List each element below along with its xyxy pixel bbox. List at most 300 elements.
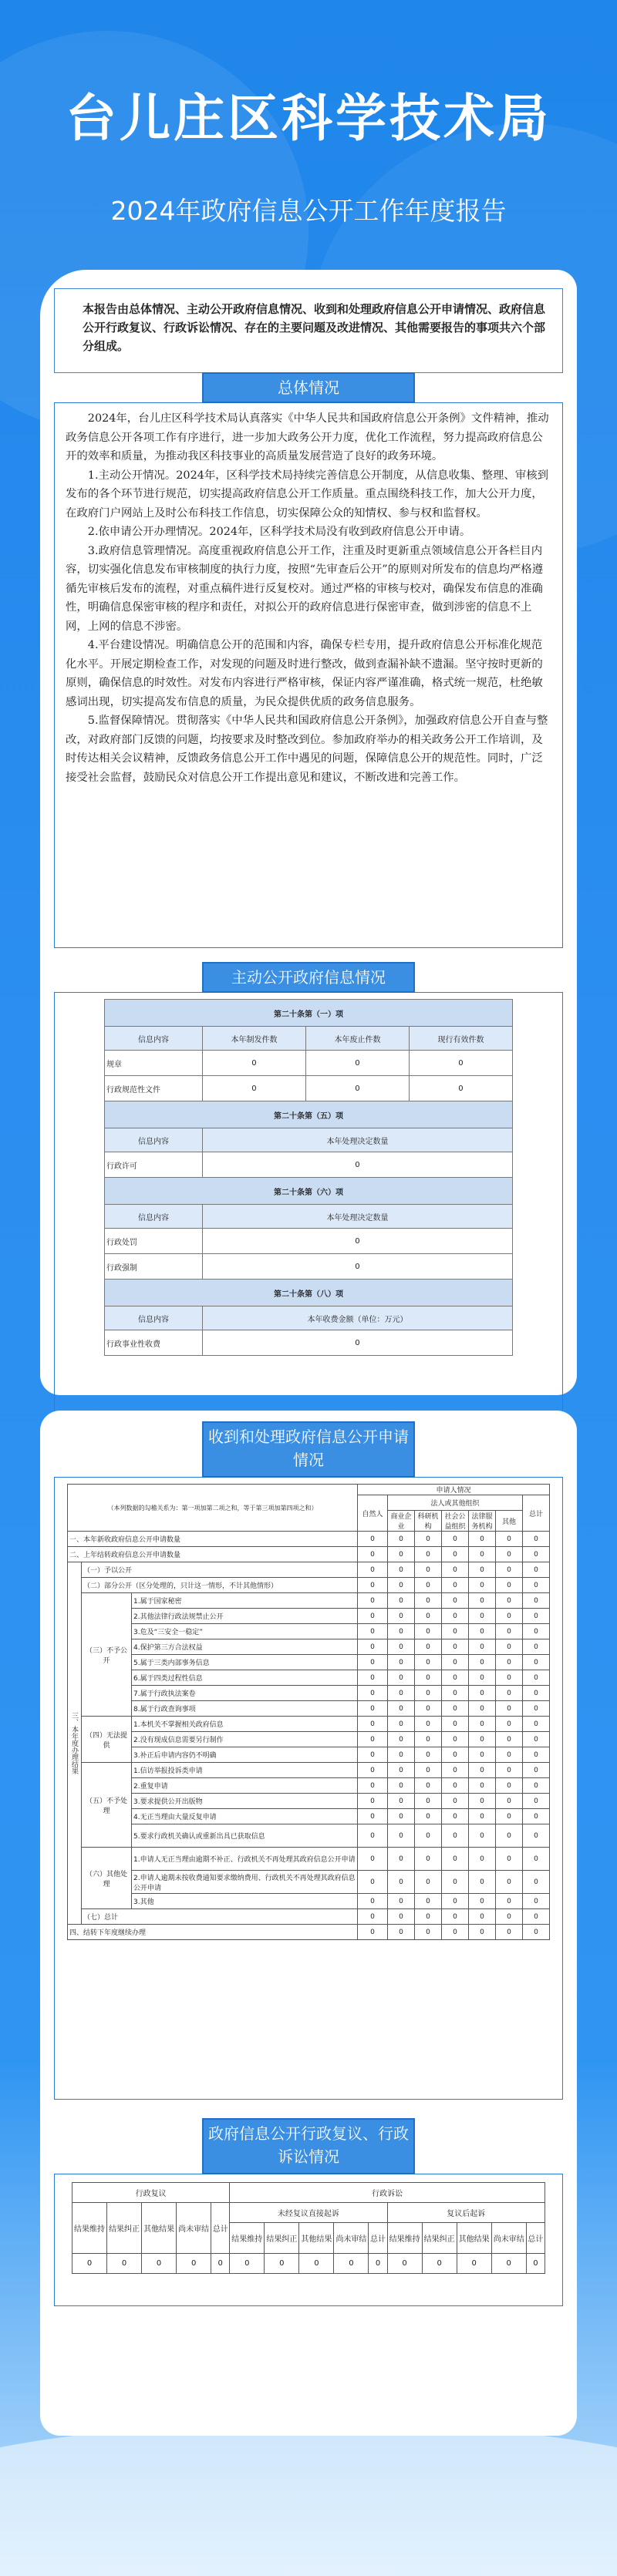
col-header: 总计 xyxy=(369,2223,387,2254)
table-section: 第二十条第（八）项 xyxy=(105,1280,513,1306)
cell: 0 xyxy=(305,1051,409,1076)
cell: 0 xyxy=(358,1871,388,1894)
cell: 0 xyxy=(415,1578,442,1593)
cell: 0 xyxy=(496,1732,523,1747)
cell: 0 xyxy=(388,1778,415,1794)
col-header: 其他结果 xyxy=(142,2203,177,2254)
cell: 0 xyxy=(442,1925,469,1940)
requests-table xyxy=(67,1484,550,1940)
table-row xyxy=(68,1624,550,1639)
col-header: 尚未审结 xyxy=(491,2223,526,2254)
cell: 0 xyxy=(442,1609,469,1624)
cell: 0 xyxy=(469,1701,496,1717)
row-label: 行政强制 xyxy=(105,1254,203,1280)
cell: 0 xyxy=(142,2254,177,2274)
side-label: 三、本年度办理结果 xyxy=(68,1562,82,1925)
table-row xyxy=(68,1763,550,1778)
cell: 0 xyxy=(523,1794,550,1809)
cell: 0 xyxy=(523,1562,550,1578)
cell: 0 xyxy=(415,1717,442,1732)
cell: 0 xyxy=(415,1562,442,1578)
cell: 0 xyxy=(305,1076,409,1101)
cell: 0 xyxy=(523,1532,550,1547)
review-table xyxy=(72,2182,545,2274)
cell: 0 xyxy=(496,1909,523,1925)
table-row xyxy=(68,1794,550,1809)
cell: 0 xyxy=(415,1532,442,1547)
col-header: 结果维持 xyxy=(72,2203,107,2254)
report-panel-1 xyxy=(40,270,577,1395)
row-label: 1.申请人无正当理由逾期不补正、行政机关不再处理其政府信息公开申请 xyxy=(132,1848,358,1871)
cell: 0 xyxy=(388,1670,415,1686)
col-header: 信息内容 xyxy=(105,1128,203,1152)
active-disclosure-box xyxy=(54,992,563,1425)
cell: 0 xyxy=(358,1824,388,1848)
col-header: 信息内容 xyxy=(105,1027,203,1051)
cell: 0 xyxy=(457,2254,491,2274)
table-row xyxy=(68,1778,550,1794)
cell: 0 xyxy=(202,1330,512,1356)
table-section: 第二十条第（五）项 xyxy=(105,1101,513,1128)
row-label: 5.要求行政机关确认或重新出具已获取信息 xyxy=(132,1824,358,1848)
review-box xyxy=(54,2174,563,2306)
table-row xyxy=(68,1848,550,1871)
col-header: 结果纠正 xyxy=(422,2223,457,2254)
intro-text: 本报告由总体情况、主动公开政府信息情况、收到和处理政府信息公开申请情况、政府信息公开行政复议、行政诉讼情况、存在的主要问题及改进情况、其他需要报告的事项共六个部分组成。 xyxy=(83,302,546,353)
cell: 0 xyxy=(358,1925,388,1940)
cell: 0 xyxy=(415,1609,442,1624)
cell: 0 xyxy=(415,1871,442,1894)
cell: 0 xyxy=(299,2254,334,2274)
cell: 0 xyxy=(469,1562,496,1578)
table-row xyxy=(68,1593,550,1609)
cell: 0 xyxy=(496,1562,523,1578)
cell: 0 xyxy=(388,1909,415,1925)
cell: 0 xyxy=(442,1747,469,1763)
cell: 0 xyxy=(358,1894,388,1909)
cell: 0 xyxy=(496,1824,523,1848)
cell: 0 xyxy=(388,1824,415,1848)
cell: 0 xyxy=(496,1925,523,1940)
table-row xyxy=(68,1871,550,1894)
cell: 0 xyxy=(442,1848,469,1871)
cell: 0 xyxy=(469,1871,496,1894)
intro-box xyxy=(54,288,563,373)
col-header: 社会公益组织 xyxy=(442,1511,469,1532)
row-label: 1.本机关不掌握相关政府信息 xyxy=(132,1717,358,1732)
col-header: 其他结果 xyxy=(299,2223,334,2254)
row-label: （五）不予处理 xyxy=(82,1763,132,1848)
row-label: 二、上年结转政府信息公开申请数量 xyxy=(68,1547,358,1562)
cell: 0 xyxy=(469,1670,496,1686)
paragraph: 2024年，台儿庄区科学技术局认真落实《中华人民共和国政府信息公开条例》文件精神，推动政务信息公开各项工作有序进行，进一步加大政务公开力度，优化工作流程，努力提高政府信息公开的效率和质量，为推动我区科技事业的高质量发展营造了良好的政务环境。 xyxy=(66,412,549,462)
col-header: 复议后起诉 xyxy=(387,2203,545,2223)
col-header: 本年处理决定数量 xyxy=(202,1205,512,1229)
cell: 0 xyxy=(211,2254,230,2274)
cell: 0 xyxy=(496,1763,523,1778)
cell: 0 xyxy=(442,1562,469,1578)
col-header: 尚未审结 xyxy=(177,2203,211,2254)
cell: 0 xyxy=(469,1809,496,1824)
page-subtitle: 2024年政府信息公开工作年度报告 xyxy=(110,196,507,226)
cell: 0 xyxy=(442,1824,469,1848)
cell: 0 xyxy=(442,1593,469,1609)
row-label: 1.信访举报投诉类申请 xyxy=(132,1763,358,1778)
cell: 0 xyxy=(469,1593,496,1609)
cell: 0 xyxy=(415,1686,442,1701)
cell: 0 xyxy=(388,1732,415,1747)
cell: 0 xyxy=(523,1778,550,1794)
cell: 0 xyxy=(388,1562,415,1578)
section-header-overall: 总体情况 xyxy=(202,372,415,403)
cell: 0 xyxy=(442,1547,469,1562)
row-label: 1.属于国家秘密 xyxy=(132,1593,358,1609)
cell: 0 xyxy=(388,1717,415,1732)
row-label: 3.补正后申请内容仍不明确 xyxy=(132,1747,358,1763)
cell: 0 xyxy=(523,1871,550,1894)
cell: 0 xyxy=(202,1051,305,1076)
cell: 0 xyxy=(388,1747,415,1763)
cell: 0 xyxy=(496,1593,523,1609)
cell: 0 xyxy=(72,2254,107,2274)
paragraph: 3.政府信息管理情况。高度重视政府信息公开工作，注重及时更新重点领域信息公开各栏目内容，切实强化信息发布审核制度的执行力度，按照“先审查后公开”的原则对所发布的信息均严格遵循先审核后发布的流程，对重点稿件进行反复校对。通过严格的审核与校对，确保发布信息的准确性，明确信息保密审核的程序和责任，对拟公开的政府信息进行保密审查，做到涉密的信息不上网，上网的信息不涉密。 xyxy=(66,544,544,633)
cell: 0 xyxy=(358,1593,388,1609)
table-section: 第二十条第（六）项 xyxy=(105,1178,513,1205)
cell: 0 xyxy=(523,1717,550,1732)
cell: 0 xyxy=(469,1763,496,1778)
col-header: 现行有效件数 xyxy=(409,1027,512,1051)
col-header: 其他结果 xyxy=(457,2223,491,2254)
cell: 0 xyxy=(415,1824,442,1848)
col-header: 本年处理决定数量 xyxy=(202,1128,512,1152)
paragraph: 4.平台建设情况。明确信息公开的范围和内容，确保专栏专用，提升政府信息公开标准化规范化水平。开展定期检查工作，对发现的问题及时进行整改，做到查漏补缺不遗漏。坚守按时更新的原则，确保信息的时效性。对发布内容进行严格审核，保证内容严谨准确，格式统一规范，杜绝敏感词出现，切实提高发布信息的质量，为民众提供优质的政务信息服务。 xyxy=(66,639,543,708)
cell: 0 xyxy=(388,1701,415,1717)
col-header: 商业企业 xyxy=(388,1511,415,1532)
cell: 0 xyxy=(496,1848,523,1871)
cell: 0 xyxy=(491,2254,526,2274)
row-label: 5.属于三类内部事务信息 xyxy=(132,1655,358,1670)
cell: 0 xyxy=(523,1624,550,1639)
cell: 0 xyxy=(415,1848,442,1871)
table-row xyxy=(68,1909,550,1925)
cell: 0 xyxy=(496,1747,523,1763)
cell: 0 xyxy=(358,1732,388,1747)
cell: 0 xyxy=(496,1794,523,1809)
cell: 0 xyxy=(523,1732,550,1747)
cell: 0 xyxy=(496,1686,523,1701)
table-row xyxy=(68,1809,550,1824)
col-header: 信息内容 xyxy=(105,1306,203,1330)
row-label: 2.没有现成信息需要另行制作 xyxy=(132,1732,358,1747)
cell: 0 xyxy=(388,1809,415,1824)
cell: 0 xyxy=(523,1670,550,1686)
row-label: 7.属于行政执法案卷 xyxy=(132,1686,358,1701)
cell: 0 xyxy=(523,1655,550,1670)
cell: 0 xyxy=(496,1578,523,1593)
table-row xyxy=(68,1639,550,1655)
cell: 0 xyxy=(496,1532,523,1547)
table-row xyxy=(68,1655,550,1670)
table-row xyxy=(68,1824,550,1848)
col-header: 结果纠正 xyxy=(265,2223,299,2254)
cell: 0 xyxy=(358,1717,388,1732)
cell: 0 xyxy=(469,1909,496,1925)
cell: 0 xyxy=(358,1809,388,1824)
table-row xyxy=(68,1532,550,1547)
cell: 0 xyxy=(415,1809,442,1824)
cell: 0 xyxy=(496,1624,523,1639)
cell: 0 xyxy=(496,1809,523,1824)
row-label: 3.要求提供公开出版物 xyxy=(132,1794,358,1809)
page-title: 台儿庄区科学技术局 xyxy=(66,89,551,148)
cell: 0 xyxy=(388,1532,415,1547)
row-label: 2.重复申请 xyxy=(132,1778,358,1794)
cell: 0 xyxy=(469,1532,496,1547)
cell: 0 xyxy=(469,1794,496,1809)
cell: 0 xyxy=(523,1909,550,1925)
paragraph: 5.监督保障情况。贯彻落实《中华人民共和国政府信息公开条例》，加强政府信息公开自查与整改，对政府部门反馈的问题，均按要求及时整改到位。参加政府举办的相关政务公开工作培训，及时传达相关会议精神，反馈政务信息公开工作中遇见的问题，保障信息公开的规范性。同时，广泛接受社会监督，鼓励民众对信息公开工作提出意见和建议，不断改进和完善工作。 xyxy=(66,715,548,784)
cell: 0 xyxy=(523,1763,550,1778)
cell: 0 xyxy=(469,1747,496,1763)
cell: 0 xyxy=(415,1670,442,1686)
cell: 0 xyxy=(388,1578,415,1593)
cell: 0 xyxy=(415,1894,442,1909)
col-header: 科研机构 xyxy=(415,1511,442,1532)
cell: 0 xyxy=(415,1624,442,1639)
col-header: 行政诉讼 xyxy=(230,2183,545,2203)
cell: 0 xyxy=(415,1763,442,1778)
cell: 0 xyxy=(442,1717,469,1732)
cell: 0 xyxy=(415,1655,442,1670)
cell: 0 xyxy=(388,1624,415,1639)
col-header: 本年废止件数 xyxy=(305,1027,409,1051)
col-header: 未经复议直接起诉 xyxy=(230,2203,387,2223)
cell: 0 xyxy=(388,1871,415,1894)
cell: 0 xyxy=(388,1794,415,1809)
col-header: 信息内容 xyxy=(105,1205,203,1229)
cell: 0 xyxy=(388,1894,415,1909)
cell: 0 xyxy=(358,1624,388,1639)
table-note: （本列数据的勾稽关系为：第一项加第二项之和，等于第三项加第四项之和） xyxy=(68,1485,358,1532)
cell: 0 xyxy=(202,1152,512,1178)
cell: 0 xyxy=(422,2254,457,2274)
row-label: 4.保护第三方合法权益 xyxy=(132,1639,358,1655)
cell: 0 xyxy=(358,1562,388,1578)
table-row xyxy=(68,1747,550,1763)
cell: 0 xyxy=(496,1871,523,1894)
section-header-requests: 收到和处理政府信息公开申请情况 xyxy=(202,1421,415,1478)
col-header: 自然人 xyxy=(358,1495,388,1532)
cell: 0 xyxy=(442,1794,469,1809)
cell: 0 xyxy=(469,1547,496,1562)
table-row xyxy=(68,1547,550,1562)
col-header: 行政复议 xyxy=(72,2183,230,2203)
paragraph: 2.依申请公开办理情况。2024年，区科学技术局没有收到政府信息公开申请。 xyxy=(87,526,471,538)
cell: 0 xyxy=(388,1547,415,1562)
cell: 0 xyxy=(469,1624,496,1639)
cell: 0 xyxy=(496,1701,523,1717)
cell: 0 xyxy=(469,1894,496,1909)
cell: 0 xyxy=(358,1747,388,1763)
row-label: （二）部分公开（区分处理的，只计这一情形，不计其他情形） xyxy=(82,1578,358,1593)
cell: 0 xyxy=(415,1909,442,1925)
cell: 0 xyxy=(358,1547,388,1562)
cell: 0 xyxy=(388,1686,415,1701)
cell: 0 xyxy=(388,1925,415,1940)
cell: 0 xyxy=(442,1670,469,1686)
row-label: 四、结转下年度继续办理 xyxy=(68,1925,358,1940)
table-row xyxy=(68,1562,550,1578)
cell: 0 xyxy=(442,1639,469,1655)
cell: 0 xyxy=(388,1655,415,1670)
row-label: （四）无法提供 xyxy=(82,1717,132,1763)
cell: 0 xyxy=(415,1701,442,1717)
cell: 0 xyxy=(415,1639,442,1655)
cell: 0 xyxy=(415,1778,442,1794)
row-label: （七）总计 xyxy=(82,1909,358,1925)
cell: 0 xyxy=(469,1686,496,1701)
cell: 0 xyxy=(469,1655,496,1670)
cell: 0 xyxy=(442,1778,469,1794)
cell: 0 xyxy=(523,1747,550,1763)
col-header: 本年制发件数 xyxy=(202,1027,305,1051)
table-row xyxy=(68,1670,550,1686)
col-header: 总计 xyxy=(523,1495,550,1532)
row-label: 6.属于四类过程性信息 xyxy=(132,1670,358,1686)
row-label: 4.无正当理由大量反复申请 xyxy=(132,1809,358,1824)
cell: 0 xyxy=(442,1578,469,1593)
cell: 0 xyxy=(369,2254,387,2274)
row-label: 行政许可 xyxy=(105,1152,203,1178)
cell: 0 xyxy=(442,1532,469,1547)
cell: 0 xyxy=(388,1593,415,1609)
cell: 0 xyxy=(469,1778,496,1794)
table-row xyxy=(68,1686,550,1701)
row-label: 2.申请人逾期未按收费通知要求缴纳费用、行政机关不再处理其政府信息公开申请 xyxy=(132,1871,358,1894)
cell: 0 xyxy=(523,1894,550,1909)
cell: 0 xyxy=(442,1763,469,1778)
cell: 0 xyxy=(358,1609,388,1624)
cell: 0 xyxy=(526,2254,545,2274)
active-disclosure-table xyxy=(104,999,513,1356)
row-label: 8.属于行政查询事项 xyxy=(132,1701,358,1717)
cell: 0 xyxy=(358,1778,388,1794)
col-header: 申请人情况 xyxy=(358,1485,550,1495)
table-row xyxy=(68,1925,550,1940)
table-row xyxy=(68,1578,550,1593)
row-label: 行政处罚 xyxy=(105,1229,203,1254)
cell: 0 xyxy=(107,2254,142,2274)
cell: 0 xyxy=(496,1894,523,1909)
col-header: 法人或其他组织 xyxy=(388,1495,523,1511)
cell: 0 xyxy=(409,1076,512,1101)
cell: 0 xyxy=(442,1894,469,1909)
cell: 0 xyxy=(523,1593,550,1609)
cell: 0 xyxy=(496,1609,523,1624)
cell: 0 xyxy=(387,2254,422,2274)
cell: 0 xyxy=(388,1609,415,1624)
cell: 0 xyxy=(442,1655,469,1670)
col-header: 结果纠正 xyxy=(107,2203,142,2254)
col-header: 总计 xyxy=(211,2203,230,2254)
col-header: 法律服务机构 xyxy=(469,1511,496,1532)
table-row xyxy=(68,1609,550,1624)
cell: 0 xyxy=(202,1254,512,1280)
cell: 0 xyxy=(415,1593,442,1609)
decor-wave xyxy=(0,2422,617,2576)
table-row xyxy=(68,1717,550,1732)
paragraph: 1.主动公开情况。2024年，区科学技术局持续完善信息公开制度，从信息收集、整理、审核到发布的各个环节进行规范，切实提高政府信息公开工作质量。重点围绕科技工作，加大公开力度，在政府门户网站上及时公布科技工作信息，切实保障公众的知情权、参与权和监督权。 xyxy=(66,469,548,520)
cell: 0 xyxy=(442,1701,469,1717)
overall-text xyxy=(54,402,563,948)
cell: 0 xyxy=(388,1639,415,1655)
row-label: 2.其他法律行政法规禁止公开 xyxy=(132,1609,358,1624)
cell: 0 xyxy=(409,1051,512,1076)
cell: 0 xyxy=(442,1624,469,1639)
row-label: 规章 xyxy=(105,1051,203,1076)
cell: 0 xyxy=(358,1686,388,1701)
requests-box xyxy=(54,1477,563,2100)
cell: 0 xyxy=(523,1809,550,1824)
cell: 0 xyxy=(358,1655,388,1670)
cell: 0 xyxy=(523,1925,550,1940)
cell: 0 xyxy=(177,2254,211,2274)
cell: 0 xyxy=(415,1547,442,1562)
col-header: 尚未审结 xyxy=(334,2223,369,2254)
cell: 0 xyxy=(358,1532,388,1547)
cell: 0 xyxy=(202,1229,512,1254)
cell: 0 xyxy=(442,1732,469,1747)
cell: 0 xyxy=(496,1547,523,1562)
cell: 0 xyxy=(469,1639,496,1655)
col-header: 总计 xyxy=(526,2223,545,2254)
table-row xyxy=(68,1701,550,1717)
report-panel-2 xyxy=(40,1411,577,2436)
cell: 0 xyxy=(415,1794,442,1809)
cell: 0 xyxy=(230,2254,265,2274)
cell: 0 xyxy=(496,1778,523,1794)
col-header: 结果维持 xyxy=(387,2223,422,2254)
cell: 0 xyxy=(469,1609,496,1624)
cell: 0 xyxy=(442,1686,469,1701)
cell: 0 xyxy=(358,1848,388,1871)
row-label: 3.危及“三安全一稳定” xyxy=(132,1624,358,1639)
cell: 0 xyxy=(523,1848,550,1871)
cell: 0 xyxy=(496,1655,523,1670)
col-header: 结果维持 xyxy=(230,2223,265,2254)
table-row xyxy=(68,1894,550,1909)
row-label: 行政规范性文件 xyxy=(105,1076,203,1101)
table-section: 第二十条第（一）项 xyxy=(105,1000,513,1027)
row-label: （一）予以公开 xyxy=(82,1562,358,1578)
cell: 0 xyxy=(442,1809,469,1824)
cell: 0 xyxy=(415,1732,442,1747)
col-header: 其他 xyxy=(496,1511,523,1532)
cell: 0 xyxy=(469,1732,496,1747)
cell: 0 xyxy=(523,1609,550,1624)
table-row xyxy=(68,1732,550,1747)
row-label: （六）其他处理 xyxy=(82,1848,132,1909)
cell: 0 xyxy=(202,1076,305,1101)
cell: 0 xyxy=(358,1763,388,1778)
row-label: 一、本年新收政府信息公开申请数量 xyxy=(68,1532,358,1547)
cell: 0 xyxy=(523,1547,550,1562)
cell: 0 xyxy=(496,1717,523,1732)
cell: 0 xyxy=(358,1670,388,1686)
cell: 0 xyxy=(265,2254,299,2274)
row-label: （三）不予公开 xyxy=(82,1593,132,1717)
cell: 0 xyxy=(496,1670,523,1686)
